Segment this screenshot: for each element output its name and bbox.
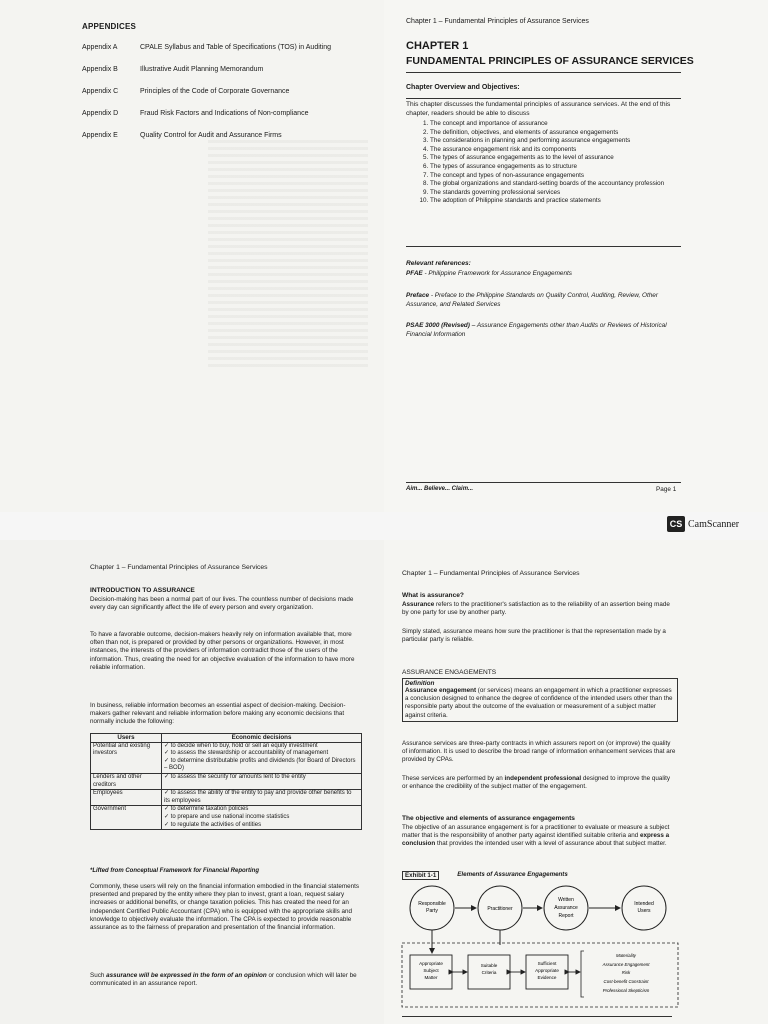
reference-code: PSAE 3000 (Revised): [406, 322, 470, 329]
definition-title: Definition: [405, 680, 435, 687]
objective-item: 2. The definition, objectives, and elements of assurance engagements: [430, 129, 705, 138]
objective-item: 5. The types of assurance engagements as to the level of assurance: [430, 154, 705, 163]
consideration-label: Assurance Engagement: [602, 962, 650, 967]
decision-item: ✓ to prepare and use national income statistics: [164, 813, 290, 820]
paragraph: [90, 972, 362, 988]
bleed-through-texture: [208, 140, 368, 370]
appendix-text: Fraud Risk Factors and Indications of Non-compliance: [140, 110, 309, 117]
running-header: Chapter 1 – Fundamental Principles of Assurance Services: [90, 564, 268, 571]
objective-item: 10. The adoption of Philippine standards and practice statements: [430, 197, 705, 206]
box-label: Sufficient: [537, 961, 557, 966]
text-run: that provides the intended user with a level of assurance about that subject matter.: [435, 840, 667, 848]
paragraph: Assurance services are three-party contracts in which assurers report on (or improve) the quality of information. It is used to describe the broad range of information enhancement services that are provided by CPAs.: [402, 740, 676, 764]
objective-item: 7. The concept and types of non-assurance engagements: [430, 172, 705, 181]
divider: [402, 1016, 672, 1017]
overview-title: Chapter Overview and Objectives:: [406, 84, 520, 91]
node-label: Responsible: [418, 901, 446, 907]
appendices-title: APPENDICES: [82, 22, 137, 31]
objective-item: 9. The standards governing professional services: [430, 189, 705, 198]
consideration-label: Cost-benefit Constraint: [603, 979, 649, 984]
text-run: These services are performed by an: [402, 775, 505, 782]
node-label: Assurance: [554, 905, 578, 911]
decisions-cell: [162, 790, 362, 806]
chapter-title: FUNDAMENTAL PRINCIPLES OF ASSURANCE SERVICES: [406, 55, 694, 67]
user-cell: Potential and existing investors: [91, 742, 162, 773]
paragraph: Simply stated, assurance means how sure the practitioner is that the representation made by a particular party is reliable.: [402, 628, 666, 644]
exhibit-tag: Exhibit 1-1: [402, 871, 439, 880]
objective-item: 1. The concept and importance of assurance: [430, 120, 705, 129]
box-label: Evidence: [537, 975, 557, 980]
appendix-key: Appendix E: [82, 132, 118, 139]
decisions-cell: [162, 806, 362, 830]
user-cell: Lenders and other creditors: [91, 773, 162, 789]
user-cell: Employees: [91, 790, 162, 806]
objective-item: 3. The considerations in planning and performing assurance engagements: [430, 137, 705, 146]
appendix-row: [82, 88, 289, 95]
reference-code: PFAE: [406, 270, 423, 277]
decision-item: ✓ to regulate the activities of entities: [164, 821, 262, 828]
text-run: designed to improve the quality or enhance the credibility of the subject matter of the engagement.: [402, 775, 671, 791]
paragraph: In business, reliable information becomes an essential aspect of decision-making. Decision-makers gather relevant and reliable information before making any economic decisions that normally include the following:: [90, 702, 346, 726]
text-run: (or services) means an engagement in which a practitioner expresses a conclusion designed to enhance the degree of confidence of the intended users other than the responsible party about the outcome of the evaluation or measurement of a subject matter against criteria.: [405, 687, 673, 719]
appendix-key: Appendix D: [82, 110, 119, 117]
column-header: Users: [91, 734, 162, 743]
paragraph: [402, 824, 676, 849]
exhibit-title: Elements of Assurance Engagements: [457, 871, 568, 878]
page-number: Page 1: [656, 486, 677, 493]
decision-item: ✓ to assess the security for amounts lent to the entity: [164, 773, 306, 780]
objective-item: 8. The global organizations and standard-setting boards of the accountancy profession: [430, 180, 705, 189]
section-title: INTRODUCTION TO ASSURANCE: [90, 587, 195, 594]
appendix-text: CPALE Syllabus and Table of Specifications (TOS) in Auditing: [140, 44, 332, 51]
appendix-key: Appendix C: [82, 88, 119, 95]
node-label: Party: [426, 908, 438, 914]
users-table: [90, 733, 362, 830]
table-row: [91, 742, 362, 773]
objectives-list: [406, 120, 705, 206]
text-run: Such: [90, 972, 107, 979]
table-header-row: [91, 734, 362, 743]
paragraph: To have a favorable outcome, decision-makers heavily rely on information available that, more often than not, is prepared or provided by other persons or organizations. However, in most instances, the interests of the providers of information contradict those of the users of the information. Thus, creating the need for an objective evaluation of the information to have more reliable information.: [90, 631, 355, 671]
appendix-row: [82, 132, 282, 139]
references-title: Relevant references:: [406, 260, 471, 267]
section-title: ASSURANCE ENGAGEMENTS: [402, 669, 497, 676]
node-label: Users: [637, 908, 651, 914]
reference-code: Preface: [406, 292, 430, 299]
appendix-key: Appendix A: [82, 44, 118, 51]
term: independent professional: [504, 775, 582, 782]
chapter-page: [384, 0, 768, 512]
box-label: Matter: [424, 975, 438, 980]
camscanner-name: CamScanner: [688, 518, 740, 530]
decisions-cell: [162, 742, 362, 773]
box-label: Subject: [423, 968, 439, 973]
exhibit-caption: [402, 871, 568, 880]
reference-item: [406, 270, 681, 279]
paragraph: [402, 601, 676, 617]
user-cell: Government: [91, 806, 162, 830]
divider: [406, 72, 681, 73]
appendix-key: Appendix B: [82, 66, 118, 73]
reference-text: - Philippine Framework for Assurance Engagements: [422, 270, 573, 277]
table-row: [91, 806, 362, 830]
paragraph: [402, 775, 676, 791]
node-label: Written: [558, 897, 574, 903]
paragraph: Decision-making has been a normal part of our lives. The countless number of decisions made every day can significantly affect the life of every person and every organization.: [90, 596, 354, 612]
divider: [406, 98, 681, 99]
elements-diagram: [394, 885, 684, 1010]
divider: [406, 246, 681, 247]
table-row: [91, 773, 362, 789]
text-run: refers to the practitioner's satisfaction as to the reliability of an assertion being made by one party for use by another party.: [402, 601, 670, 617]
footer-motto: Aim... Believe... Claim...: [406, 486, 474, 492]
objective-item: 4. The assurance engagement risk and its components: [430, 146, 705, 155]
reference-item: [406, 292, 681, 309]
box-label: Suitable: [480, 963, 498, 968]
node-label: Report: [558, 913, 574, 919]
node-label: Intended: [634, 901, 654, 907]
appendix-text: Illustrative Audit Planning Memorandum: [140, 66, 264, 73]
emphasis-text: assurance will be expressed in the form of an opinion: [106, 972, 267, 979]
node-label: Practitioner: [487, 906, 513, 912]
appendix-row: [82, 44, 331, 51]
subsection-title: The objective and elements of assurance engagements: [402, 815, 575, 822]
appendix-text: Principles of the Code of Corporate Governance: [140, 88, 290, 95]
appendix-row: [82, 66, 263, 73]
appendix-text: Quality Control for Audit and Assurance Firms: [140, 132, 282, 139]
consideration-label: Materiality: [615, 953, 637, 958]
table-source-note: *Lifted from Conceptual Framework for Financial Reporting: [90, 868, 260, 874]
column-header: Economic decisions: [162, 734, 362, 743]
bracket: [581, 951, 584, 997]
text-run: or conclusion which will later be communicated in an assurance report.: [90, 972, 357, 988]
term: Assurance: [402, 601, 435, 608]
box-label: Criteria: [481, 970, 497, 975]
appendix-row: [82, 110, 308, 117]
decision-item: ✓ to assess the stewardship or accountability of management: [164, 750, 329, 757]
term: express a conclusion: [402, 832, 670, 848]
consideration-label: Risk: [621, 970, 631, 975]
consideration-label: Professional Skepticism: [602, 988, 650, 993]
appendices-page: [0, 0, 384, 512]
table-row: [91, 790, 362, 806]
camscanner-strip: [0, 512, 768, 540]
paragraph: Commonly, these users will rely on the financial information embodied in the financial statements presented and prepared by the entity where they plan to invest, grant a loan, request salary increases or additional benefits, or change taxation policies. This has created the need for an independent Certified Public Accountant (CPA) who is equipped with the appropriate skills and knowledge to objectively evaluate the information. The CPA is expected to provide reasonable assurance as to the fairness of preparation and presentation of the financial information.: [90, 883, 360, 932]
objective-item: 6. The types of assurance engagements as to structure: [430, 163, 705, 172]
decision-item: ✓ to determine taxation policies: [164, 806, 249, 813]
reference-text: - Preface to the Philippine Standards on Quality Control, Auditing, Review, Other Assurance, and Related Services: [406, 292, 658, 308]
text-run: The objective of an assurance engagement is for a practitioner to evaluate or measure a subject matter that is the responsibility of another party against identified suitable criteria and: [402, 824, 670, 840]
definition-box: [402, 678, 678, 722]
decision-item: ✓ to decide when to buy, hold or sell an equity investment: [164, 742, 318, 749]
reference-item: [406, 322, 681, 339]
box-label: Appropriate: [419, 961, 443, 966]
cs-icon: CS: [667, 516, 685, 532]
decision-item: ✓ to determine distributable profits and dividends (for Board of Directors – BOD): [164, 757, 356, 772]
decision-item: ✓ to assess the ability of the entity to pay and provide other benefits to its employees: [164, 790, 352, 804]
divider: [406, 482, 681, 483]
camscanner-logo: [667, 516, 739, 532]
assurance-page: [384, 540, 768, 1024]
decisions-cell: [162, 773, 362, 789]
reference-text: – Assurance Engagements other than Audits or Reviews of Historical Financial Information: [406, 322, 667, 338]
overview-intro: This chapter discusses the fundamental principles of assurance services. At the end of this chapter, readers should be able to discuss: [406, 101, 671, 117]
box-label: Appropriate: [535, 968, 559, 973]
running-header: Chapter 1 – Fundamental Principles of Assurance Services: [406, 18, 589, 25]
intro-page: [0, 540, 384, 1024]
definition-text: [405, 687, 675, 720]
subsection-title: What is assurance?: [402, 592, 464, 599]
running-header: Chapter 1 – Fundamental Principles of Assurance Services: [402, 570, 580, 577]
chapter-number: CHAPTER 1: [406, 40, 469, 52]
term: Assurance engagement: [405, 687, 477, 694]
